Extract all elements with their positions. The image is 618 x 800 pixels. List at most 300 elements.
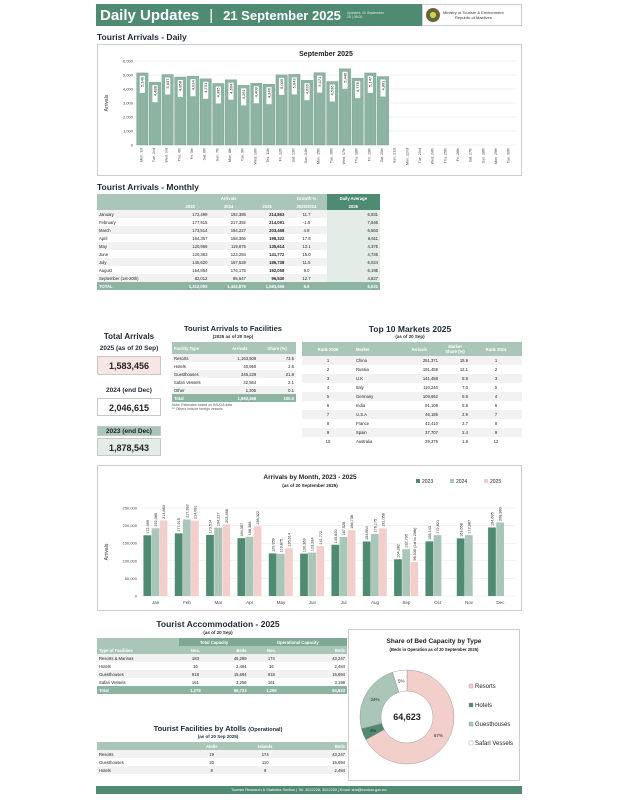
- table-cell: 96,530: [271, 275, 285, 281]
- table-cell: Resorts & Marinas: [99, 655, 134, 661]
- data-label: 4,346: [266, 88, 272, 99]
- chart-subtitle: (Beds in Operation as of 20 September 2025): [389, 647, 479, 652]
- data-label: 5,009: [279, 78, 285, 89]
- data-label: 214,863: [162, 505, 167, 519]
- y-tick-label: 2,000: [122, 114, 133, 120]
- table-row: [97, 250, 380, 258]
- table-row: [97, 266, 380, 274]
- atolls-table: [97, 742, 347, 774]
- table-cell: 1,269: [266, 687, 277, 693]
- bar: [175, 533, 183, 596]
- total-capacity-head: Total Capacity: [179, 638, 248, 646]
- chart-title: Arrivals by Month, 2023 - 2025: [263, 474, 357, 481]
- table-cell: 12.7: [302, 275, 311, 281]
- growth-sub: 2025/2024: [296, 203, 317, 209]
- table-cell: 110,240: [423, 385, 438, 390]
- table-row: [97, 678, 347, 686]
- x-tick-label: Mon, 1st: [139, 148, 144, 162]
- table-row: [97, 274, 380, 282]
- data-label: 119,875: [279, 538, 284, 553]
- slice-label: 24%: [370, 696, 380, 702]
- data-label: 164,357: [239, 522, 244, 537]
- emblem-icon: [426, 8, 440, 22]
- x-tick-label: Fri, 26th: [456, 148, 460, 162]
- table-cell: March: [99, 227, 111, 233]
- data-label: 4,858: [177, 80, 183, 92]
- monthly-table: [97, 194, 380, 290]
- table-cell: 7: [494, 412, 498, 417]
- table-cell: Total: [174, 395, 184, 401]
- ministry-name: Ministry of Tourism & Environment: [443, 10, 504, 15]
- table-cell: 6,195: [327, 266, 380, 274]
- data-label: 194,695: [490, 512, 495, 526]
- data-label: 141,772: [318, 530, 323, 545]
- table-cell: 198,322: [269, 235, 285, 241]
- table-cell: Australia: [356, 439, 373, 444]
- table-cell: Hotels: [174, 363, 186, 369]
- data-label: 203,468: [224, 509, 229, 523]
- bar: [183, 519, 191, 596]
- data-label: 168,366: [248, 521, 253, 536]
- table-cell: 2.6: [288, 363, 294, 369]
- x-tick-label: Tue, 2nd: [152, 148, 156, 163]
- y-axis-label: Arrivals: [104, 543, 110, 561]
- arrivals-group-head: Arrivals: [220, 195, 237, 201]
- data-label: 4,778: [355, 82, 361, 93]
- table-cell: India: [356, 403, 366, 408]
- table-cell: 918: [191, 671, 199, 677]
- x-tick-label: Sat, 27th: [468, 148, 473, 163]
- legend-label: 2023: [422, 479, 434, 485]
- data-label: 154,854: [365, 526, 370, 540]
- x-tick-label: Thu, 25th: [443, 148, 448, 164]
- table-cell: 1: [494, 358, 498, 363]
- data-label: 5,043: [291, 78, 297, 89]
- table-cell: 7: [326, 412, 330, 417]
- table-row: [97, 670, 347, 678]
- table-cell: 918: [267, 671, 275, 677]
- table-cell: 176,175: [230, 267, 246, 273]
- table-row: [302, 365, 522, 374]
- y-tick-label: 1,000: [122, 128, 133, 134]
- table-total-row: [97, 686, 347, 694]
- table-row: [302, 419, 522, 428]
- monthly-section-title: Tourist Arrivals - Monthly: [97, 182, 200, 192]
- data-label: 173,514: [208, 519, 213, 534]
- data-label: 192,058: [381, 513, 386, 527]
- table-cell: 154,854: [192, 267, 208, 273]
- slice-label: 5%: [398, 678, 405, 684]
- legend-label: Guesthouses: [475, 722, 511, 728]
- total-arrivals-title: Total Arrivals: [103, 332, 155, 341]
- y2025-label: 2025 (as of 20 Sep): [99, 345, 159, 352]
- table-cell: 6: [494, 403, 498, 408]
- data-label: 5,037: [165, 78, 171, 89]
- table-cell: 37,707: [425, 430, 438, 435]
- table-cell: May: [99, 243, 107, 249]
- table-row: [172, 370, 296, 378]
- table-row: [97, 258, 380, 266]
- table-cell: 2.4: [462, 430, 468, 435]
- table-cell: 5.8: [462, 403, 468, 408]
- table-cell: 4,375: [327, 242, 380, 250]
- col-head: Atolls: [205, 743, 218, 749]
- table-cell: 167,528: [230, 259, 246, 265]
- x-tick-label: Sun, 14th: [304, 148, 308, 164]
- table-cell: 46,185: [425, 412, 438, 417]
- chart-subtitle: (as of 20 September 2025): [282, 483, 338, 488]
- table-cell: 40,950: [243, 363, 257, 369]
- data-label: 172,821: [436, 519, 441, 534]
- table-cell: 2,484: [334, 663, 345, 669]
- table-cell: Germany: [356, 394, 374, 399]
- data-label: 186,738: [350, 515, 355, 529]
- table-cell: 15.0: [302, 251, 311, 257]
- data-label: 217,392: [185, 504, 190, 518]
- table-cell: U.S.A: [356, 412, 367, 417]
- table-cell: 109,662: [422, 394, 438, 399]
- y2023-label: 2023 (end Dec): [97, 426, 161, 436]
- table-cell: 194,227: [230, 227, 246, 233]
- x-tick-label: Apr: [246, 600, 254, 605]
- daily-section-title: Tourist Arrivals - Daily: [97, 32, 187, 42]
- table-row: [302, 374, 522, 383]
- table-cell: 2,484: [334, 767, 345, 773]
- atolls-title: [97, 724, 339, 733]
- table-cell: 45,289: [233, 655, 247, 661]
- table-cell: Hotels: [99, 663, 111, 669]
- facilities-sub: (2025 as of 20 Sep): [212, 334, 254, 339]
- col-head: Market Share (%): [445, 344, 465, 354]
- facilities-table: [172, 342, 296, 411]
- x-tick-label: Wed, 10th: [253, 148, 258, 165]
- table-cell: Resorts: [99, 751, 114, 757]
- daily-chart-panel: [97, 44, 522, 176]
- table-cell: 141,458: [422, 376, 438, 381]
- table-row: [172, 362, 296, 370]
- x-tick-label: Fri, 12th: [278, 148, 283, 162]
- data-label: 214,091: [193, 505, 198, 520]
- table-cell: 172,499: [192, 211, 208, 217]
- page-title: Daily Updates: [100, 6, 200, 24]
- data-label: 4,408: [253, 87, 259, 98]
- table-cell: 2.1: [288, 379, 294, 385]
- data-label: 4,261: [241, 89, 247, 100]
- table-cell: 183: [191, 655, 199, 661]
- accom-title: Tourist Accommodation - 2025: [156, 619, 280, 629]
- table-cell: June: [99, 251, 109, 257]
- beds-head: Beds: [236, 647, 247, 653]
- x-tick-label: Mon, 15th: [316, 148, 321, 164]
- x-tick-label: Wed, 3rd: [164, 148, 169, 163]
- table-cell: 9.0: [303, 267, 310, 273]
- bar: [457, 538, 465, 596]
- avg-head: Daily Average: [327, 194, 380, 202]
- table-cell: Hotels: [99, 767, 111, 773]
- bar: [465, 535, 473, 596]
- table-cell: 11.7: [302, 211, 311, 217]
- bar: [214, 528, 222, 596]
- data-label: 104,382: [396, 544, 401, 558]
- facilities-note: Note: Estimates based on IMUGA data: [172, 403, 233, 407]
- bar: [425, 541, 433, 596]
- table-cell: 174: [261, 751, 269, 757]
- legend-swatch: [484, 479, 488, 483]
- table-row: [302, 401, 522, 410]
- table-cell: Safari Vessels: [174, 379, 201, 385]
- x-tick-label: Thu, 18th: [354, 148, 359, 164]
- x-tick-label: Sat, 13th: [291, 148, 296, 163]
- table-cell: 2: [494, 367, 498, 372]
- table-cell: September (1st-20th): [99, 275, 139, 281]
- x-tick-label: Fri, 19th: [367, 148, 372, 162]
- table-cell: 120,959: [192, 243, 208, 249]
- year-head: 2023: [185, 203, 195, 209]
- table-cell: 251,371: [422, 358, 438, 363]
- table-cell: 168,366: [230, 235, 246, 241]
- bar: [269, 553, 277, 596]
- legend-label: 2025: [490, 479, 502, 485]
- table-cell: 1,312,093: [188, 283, 208, 289]
- bar: [191, 521, 199, 596]
- data-label: 198,322: [256, 510, 261, 525]
- x-tick-label: Nov: [464, 600, 474, 605]
- table-cell: 1: [326, 358, 330, 363]
- chart-title: Share of Bed Capacity by Type: [386, 638, 482, 645]
- markets-table: [302, 342, 522, 446]
- table-cell: 1,444,879: [227, 283, 246, 289]
- bar: [206, 535, 214, 596]
- atolls-title-text: Tourist Facilities by Atolls: [153, 724, 247, 733]
- data-label: 155,143: [427, 526, 432, 540]
- table-cell: 17.8: [302, 235, 311, 241]
- table-cell: 135,614: [269, 243, 285, 249]
- table-row: [97, 226, 380, 234]
- legend-swatch: [469, 722, 473, 726]
- table-cell: 85,647: [233, 275, 246, 281]
- type-head: Type of Facilities: [99, 647, 133, 653]
- table-cell: 21.8: [285, 371, 294, 377]
- table-cell: Resorts: [174, 355, 189, 361]
- data-label: 176,175: [373, 518, 378, 533]
- data-label: 163,658: [459, 523, 464, 537]
- x-tick-label: Tue, 23rd: [418, 148, 422, 164]
- table-cell: Russia: [356, 367, 369, 372]
- data-label: 120,363: [302, 538, 307, 553]
- table-row: [302, 410, 522, 419]
- table-cell: Guesthouses: [99, 671, 124, 677]
- slice-label: 67%: [433, 733, 443, 739]
- x-tick-label: Oct: [434, 600, 442, 605]
- table-cell: 10: [325, 439, 331, 444]
- atolls-op: (Operational): [248, 727, 283, 733]
- data-label: 194,227: [216, 512, 221, 527]
- table-cell: Total: [99, 687, 109, 693]
- y-tick-label: 0: [130, 142, 133, 148]
- x-tick-label: Fri, 5th: [190, 148, 194, 160]
- table-cell: 1,583,456: [237, 395, 257, 401]
- table-row: [97, 234, 380, 242]
- table-cell: 186,738: [269, 259, 285, 265]
- bar: [402, 549, 410, 596]
- avg-sub: 2025: [327, 202, 380, 210]
- center-total: 64,623: [393, 712, 421, 722]
- x-tick-label: Jan: [152, 600, 160, 605]
- y2024-total: 2,046,615: [97, 398, 161, 416]
- table-cell: 214,091: [269, 219, 285, 225]
- bar: [143, 535, 151, 596]
- table-cell: 8: [326, 421, 330, 426]
- bar: [434, 535, 442, 596]
- table-total-row: [172, 394, 296, 402]
- bar: [340, 537, 348, 596]
- data-label: 4,891: [380, 80, 386, 91]
- table-cell: 12: [493, 439, 499, 444]
- table-cell: 42,410: [425, 421, 438, 426]
- facilities-title: Tourist Arrivals to Facilities: [184, 324, 282, 333]
- table-cell: 15,694: [233, 671, 247, 677]
- table-cell: 173,514: [192, 227, 208, 233]
- x-tick-label: Wed, 17th: [342, 148, 346, 165]
- table-cell: 11.5: [302, 259, 311, 265]
- y-axis-label: Arrivals: [104, 94, 110, 112]
- table-cell: 2.7: [462, 421, 468, 426]
- table-row: [302, 383, 522, 392]
- table-cell: 6,563: [327, 226, 380, 234]
- table-cell: 164,357: [192, 235, 208, 241]
- nos-head: Nos.: [266, 647, 276, 653]
- data-label: 145,620: [333, 529, 338, 544]
- table-cell: -1.5: [302, 219, 311, 225]
- bar: [222, 524, 230, 596]
- x-tick-label: Sun, 21st: [392, 148, 397, 164]
- table-total-row: [97, 282, 380, 290]
- table-cell: 13.1: [302, 243, 311, 249]
- legend-swatch: [416, 479, 420, 483]
- table-cell: France: [356, 421, 370, 426]
- data-label: 192,385: [154, 513, 159, 527]
- table-cell: 82,012: [194, 275, 208, 281]
- table-cell: U.K: [356, 376, 363, 381]
- atolls-sub: (as of 20 Sep 2025): [197, 734, 239, 739]
- data-label: 5,446: [342, 72, 348, 83]
- bar: [371, 534, 379, 596]
- table-cell: 32,564: [243, 379, 257, 385]
- table-row: [97, 210, 380, 218]
- table-cell: 214,863: [269, 211, 285, 217]
- table-cell: 3: [326, 376, 330, 381]
- data-label: 135,614: [287, 533, 292, 547]
- daily-arrivals-chart: [98, 45, 521, 175]
- table-cell: 3: [494, 376, 498, 381]
- updated-note: Updated: 21 September 25 | 08:00: [346, 11, 385, 19]
- bar: [237, 538, 245, 596]
- table-cell: 4,726: [327, 250, 380, 258]
- table-cell: Italy: [356, 385, 364, 390]
- x-tick-label: Jul: [340, 600, 347, 605]
- accommodation-table: [97, 638, 347, 694]
- data-label: 177,915: [177, 518, 182, 532]
- table-cell: 9: [264, 767, 267, 773]
- table-cell: 145,620: [192, 259, 208, 265]
- table-cell: 16: [269, 663, 274, 669]
- bar: [348, 530, 356, 596]
- data-label: 4,395: [215, 87, 221, 98]
- table-row: [172, 354, 296, 362]
- table-cell: 6.9: [462, 394, 468, 399]
- table-cell: 19: [209, 751, 214, 757]
- table-row: [97, 750, 347, 758]
- table-row: [302, 392, 522, 401]
- table-cell: Guesthouses: [174, 371, 199, 377]
- nos-head: Nos.: [190, 647, 200, 653]
- legend-swatch: [469, 741, 473, 745]
- table-cell: 345,229: [241, 371, 257, 377]
- table-cell: 43,247: [332, 655, 345, 661]
- table-cell: 1.9: [462, 439, 468, 444]
- data-label: 123,284: [310, 537, 315, 552]
- col-head: Market: [356, 346, 370, 352]
- table-row: [97, 218, 380, 226]
- table-cell: TOTAL: [99, 283, 113, 289]
- table-cell: 66,723: [233, 687, 247, 693]
- table-cell: 1,278: [190, 687, 201, 693]
- x-tick-label: Sat, 6th: [202, 148, 207, 161]
- data-label: 4,914: [190, 80, 196, 91]
- beds-head: Beds: [334, 647, 345, 653]
- data-label: 167,528: [342, 521, 347, 536]
- legend-label: Safari Vessels: [475, 741, 514, 747]
- table-row: [97, 654, 347, 662]
- table-cell: Spain: [356, 430, 367, 435]
- bar: [160, 520, 168, 596]
- y-tick-label: 100,000: [122, 558, 137, 564]
- y2024-label: 2024 (end Dec): [106, 387, 152, 394]
- bar: [363, 541, 371, 596]
- data-label: 4,731: [203, 82, 209, 93]
- x-tick-label: Aug: [370, 600, 380, 605]
- y-tick-label: 250,000: [122, 505, 137, 511]
- y-tick-label: 3,000: [122, 100, 133, 106]
- data-label: 208,980: [498, 507, 503, 521]
- table-cell: 6,931: [327, 210, 380, 218]
- legend-swatch: [469, 684, 473, 688]
- bar: [254, 526, 262, 596]
- x-tick-label: Wed, 24th: [430, 148, 435, 165]
- table-cell: August: [99, 267, 113, 273]
- table-cell: 7.0: [462, 385, 468, 390]
- col-head: Facility Type: [174, 345, 200, 351]
- x-tick-label: May: [276, 600, 286, 605]
- legend-label: 2024: [456, 479, 468, 485]
- table-cell: 123,284: [230, 251, 246, 257]
- table-cell: 120,363: [192, 251, 208, 257]
- table-cell: 5: [326, 394, 330, 399]
- table-cell: 15.9: [459, 358, 468, 363]
- year-head: 2024: [223, 203, 234, 209]
- table-cell: 191,459: [422, 367, 438, 372]
- table-row: [97, 766, 347, 774]
- op-capacity-head: Operational Capacity: [249, 638, 347, 646]
- table-cell: 7,646: [327, 218, 380, 226]
- x-tick-label: Thu, 11th: [266, 148, 270, 163]
- data-label: 5,171: [317, 76, 323, 87]
- bed-share-chart: [349, 630, 519, 780]
- table-cell: 0.1: [288, 387, 294, 393]
- table-cell: 20: [209, 759, 214, 765]
- table-cell: 1,205: [245, 387, 257, 393]
- table-cell: 141,772: [269, 251, 285, 257]
